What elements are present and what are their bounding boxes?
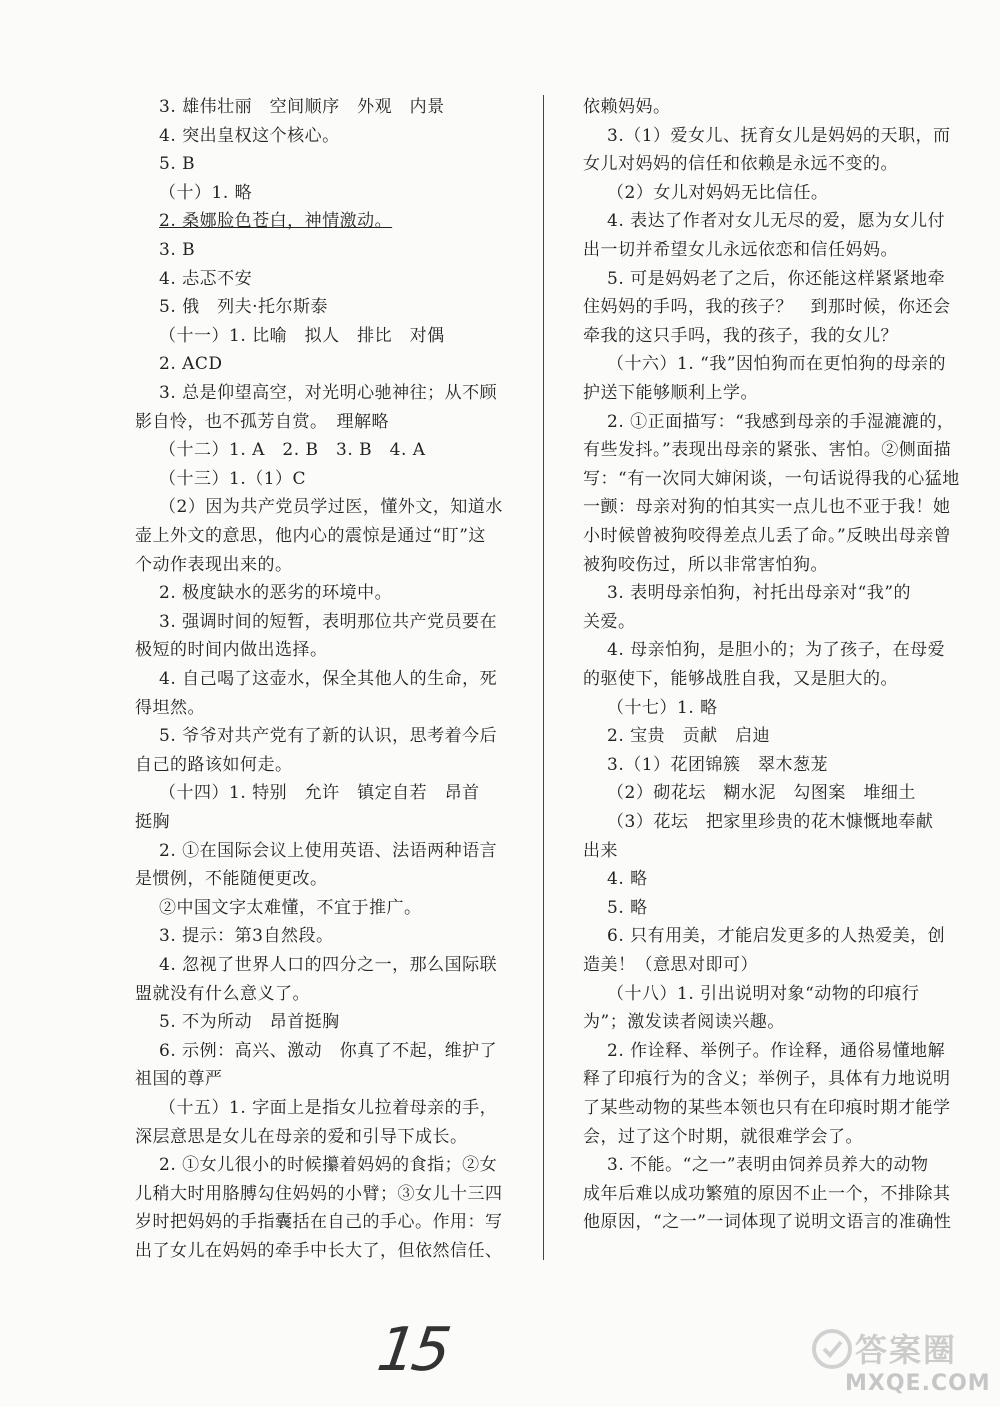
- answer-line: 3.（1）花团锦簇 翠木葱茏: [607, 754, 829, 775]
- watermark-logo-icon: [810, 1327, 854, 1371]
- answer-line: 4. 表达了作者对女儿无尽的爱，愿为女儿付: [607, 211, 946, 232]
- answer-line: 3. 总是仰望高空，对光明心驰神往；从不顾: [159, 383, 498, 403]
- answer-line: 会，过了这个时期，就很难学会了。: [583, 1126, 863, 1147]
- answer-line: 儿稍大时用胳膊勾住妈妈的小臂；③女儿十三四: [135, 1183, 503, 1204]
- answer-line: 牵我的这只手吗，我的孩子，我的女儿？: [583, 325, 898, 346]
- answer-line: 4. 忽视了世界人口的四分之一，那么国际联: [159, 955, 498, 975]
- answer-line: 挺胸: [135, 812, 170, 832]
- answer-line: 深层意思是女儿在母亲的爱和引导下成长。: [135, 1126, 468, 1147]
- answer-line: 盟就没有什么意义了。: [135, 983, 310, 1004]
- answer-line: 2. 作诠释、举例子。作诠释，通俗易懂地解: [607, 1040, 946, 1061]
- answer-line: 3. B: [159, 240, 196, 260]
- answer-line: 2. ①正面描写：“我感到母亲的手湿漉漉的，: [607, 411, 955, 432]
- answer-line: （2）因为共产党员学过医，懂外文，知道水: [159, 497, 503, 518]
- watermark: [810, 1325, 995, 1405]
- answer-line: 了某些动物的某些本领也只有在印痕时期才能学: [583, 1098, 951, 1118]
- answer-line: 2. 宝贵 贡献 启迪: [607, 726, 771, 747]
- answer-line: （3）花坛 把家里珍贵的花木慷慨地奉献: [607, 812, 934, 832]
- answer-line: 他原因，“之一”一词体现了说明文语言的准确性: [583, 1212, 952, 1233]
- answer-line: 5. 不为所动 昂首挺胸: [159, 1012, 340, 1033]
- answer-line: 影自怜，也不孤芳自赏。 理解略: [135, 411, 389, 432]
- answer-line: 5. B: [159, 154, 196, 175]
- answer-line: 写：“有一次同大婶闲谈，一句话说得我的心猛地: [583, 468, 960, 489]
- column-divider: [543, 95, 544, 1260]
- answer-line: 祖国的尊严: [135, 1069, 223, 1090]
- answer-line: 自己的路该如何走。: [135, 754, 293, 775]
- answer-line: 住妈妈的手吗，我的孩子？ 到那时候，你还会: [583, 297, 951, 318]
- watermark-brand: 答案圈: [855, 1331, 958, 1369]
- answer-line: 造美！（意思对即可）: [583, 955, 758, 975]
- answer-line: 3.（1）爱女儿、抚育女儿是妈妈的天职，而: [607, 125, 951, 146]
- answer-line: 关爱。: [583, 611, 636, 632]
- answer-line: 2. 桑娜脸色苍白，神情激动。: [159, 211, 393, 232]
- answer-line: 一颤：母亲对狗的怕其实一点儿也不亚于我！她: [583, 497, 951, 518]
- answer-line: 4. 略: [607, 869, 648, 890]
- answer-line: 岁时把妈妈的手指囊括在自己的手心。作用：写: [135, 1212, 503, 1233]
- answer-line: 的驱使下，能够战胜自我，又是胆大的。: [583, 669, 898, 689]
- answer-line: 为”；激发读者阅读兴趣。: [583, 1012, 785, 1033]
- answer-line: 小时候曾被狗咬得差点儿丢了命。”反映出母亲曾: [583, 526, 952, 546]
- answer-line: 3. 强调时间的短暂，表明那位共产党员要在: [159, 611, 498, 632]
- answer-line: 2. ACD: [159, 354, 223, 375]
- answer-line: 个动作表现出来的。: [135, 554, 293, 575]
- answer-line: 4. 突出皇权这个核心。: [159, 125, 340, 146]
- answer-line: 4. 忐忑不安: [159, 268, 253, 289]
- answer-line: （2）砌花坛 糊水泥 勾图案 堆细土: [607, 783, 916, 804]
- answer-line: 5. 可是妈妈老了之后，你还能这样紧紧地牵: [607, 268, 946, 289]
- answer-line: （十七）1. 略: [607, 697, 718, 718]
- watermark-site: MXQE.COM: [845, 1371, 991, 1396]
- answer-line: （十）1. 略: [159, 182, 253, 203]
- answer-line: 3. 雄伟壮丽 空间顺序 外观 内景: [159, 97, 445, 117]
- answer-line: 2. 极度缺水的恶劣的环境中。: [159, 583, 393, 604]
- answer-line: 2. ①女儿很小的时候攥着妈妈的食指；②女: [159, 1155, 498, 1176]
- answer-line: 3. 表明母亲怕狗，衬托出母亲对“我”的: [607, 583, 912, 604]
- answer-line: 3. 提示：第3自然段。: [159, 926, 334, 947]
- answer-line: 女儿对妈妈的信任和依赖是永远不变的。: [583, 154, 898, 175]
- answer-line: ②中国文字太难懂，不宜于推广。: [159, 897, 422, 918]
- answer-line: 出来: [583, 840, 618, 861]
- answer-line: （十一）1. 比喻 拟人 排比 对偶: [159, 325, 445, 346]
- answer-line: 6. 只有用美，才能启发更多的人热爱美，创: [607, 926, 946, 947]
- answer-line: 3. 不能。“之一”表明由饲养员养大的动物: [607, 1155, 929, 1176]
- answer-line: （十八）1. 引出说明对象“动物的印痕行: [607, 983, 920, 1004]
- answer-line: 4. 母亲怕狗，是胆小的；为了孩子，在母爱: [607, 640, 946, 661]
- answer-line: 6. 示例：高兴、激动 你真了不起，维护了: [159, 1040, 498, 1061]
- answer-line: 2. ①在国际会议上使用英语、法语两种语言: [159, 840, 498, 861]
- answer-line: （2）女儿对妈妈无比信任。: [607, 182, 829, 203]
- answer-line: 5. 俄 列夫·托尔斯泰: [159, 297, 329, 318]
- answer-line: 得坦然。: [135, 697, 205, 718]
- answer-line: 出一切并希望女儿永远依恋和信任妈妈。: [583, 240, 898, 260]
- answer-line: （十六）1. “我”因怕狗而在更怕狗的母亲的: [607, 354, 947, 375]
- answer-line: 成年后难以成功繁殖的原因不止一个，不排除其: [583, 1183, 951, 1204]
- answer-line: 极短的时间内做出选择。: [135, 640, 328, 661]
- answer-line: （十二）1. A 2. B 3. B 4. A: [159, 440, 426, 461]
- answer-line: 依赖妈妈。: [583, 97, 671, 117]
- answer-line: （十三）1.（1）C: [159, 468, 307, 489]
- answer-line: 5. 爷爷对共产党有了新的认识，思考着今后: [159, 726, 498, 747]
- answer-line: 壶上外文的意思，他内心的震惊是通过“盯”这: [135, 526, 486, 546]
- answer-line: 有些发抖。”表现出母亲的紧张、害怕。②侧面描: [583, 440, 952, 461]
- answer-line: 释了印痕行为的含义；举例子，具体有力地说明: [583, 1069, 951, 1090]
- handwritten-page-number: 15: [373, 1315, 452, 1385]
- answer-line: 出了女儿在妈妈的牵手中长大了，但依然信任、: [135, 1241, 503, 1261]
- answer-line: （十四）1. 特别 允许 镇定自若 昂首: [159, 783, 480, 804]
- answer-line: 4. 自己喝了这壶水，保全其他人的生命，死: [159, 669, 498, 689]
- answer-line: 5. 略: [607, 897, 648, 918]
- answer-line: 护送下能够顺利上学。: [583, 383, 758, 403]
- answer-line: 被狗咬伤过，所以非常害怕狗。: [583, 554, 828, 575]
- answer-line: 是惯例，不能随便更改。: [135, 869, 328, 890]
- answer-line: （十五）1. 字面上是指女儿拉着母亲的手，: [159, 1098, 498, 1118]
